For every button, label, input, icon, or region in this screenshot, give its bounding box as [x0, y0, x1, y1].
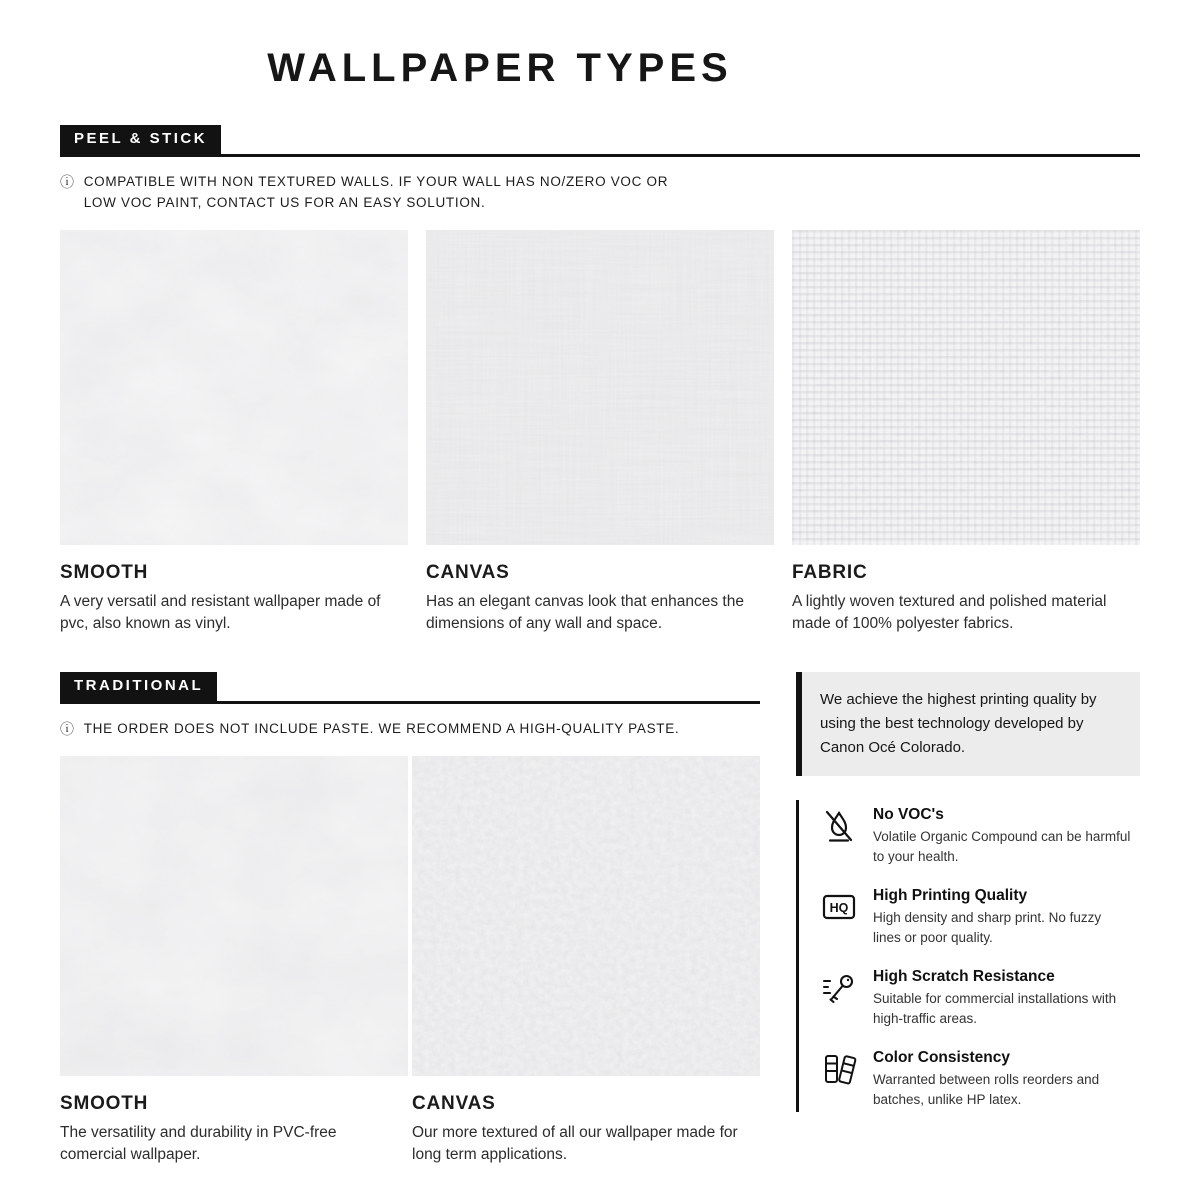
- feature-high-scratch-resistance: [819, 968, 1140, 1029]
- swatch-description: A very versatil and resistant wallpaper made of pvc, also known as vinyl.: [60, 592, 381, 632]
- feature-description: Suitable for commercial installations with high-traffic areas.: [873, 991, 1117, 1027]
- swatch-traditional-canvas: [412, 756, 760, 1165]
- feature-title: High Scratch Resistance: [873, 968, 1055, 986]
- section-label: PEEL & STICK: [60, 125, 221, 154]
- features-list: [796, 800, 1140, 1112]
- swatch-row-traditional: [60, 756, 760, 1165]
- swatch-description: Our more textured of all our wallpaper made for long term applications.: [412, 1124, 738, 1163]
- swatch-description: The versatility and durability in PVC-free comercial wallpaper.: [60, 1124, 337, 1163]
- feature-body: [873, 887, 1131, 948]
- fabric-texture-image: [792, 230, 1140, 545]
- swatch-description: A lightly woven textured and polished material made of 100% polyester fabrics.: [792, 592, 1107, 632]
- feature-body: [873, 968, 1131, 1029]
- swatch-caption: [60, 1093, 408, 1165]
- feature-body: [873, 1049, 1131, 1110]
- feature-description: Warranted between rolls reorders and batches, unlike HP latex.: [873, 1072, 1100, 1107]
- feature-no-voc: [819, 806, 1140, 867]
- hq-badge-label: HQ: [829, 901, 849, 916]
- swatch-caption: [412, 1093, 760, 1165]
- swatch-row-peel-and-stick: [60, 230, 1140, 634]
- section-note: [60, 172, 1140, 214]
- note-text: THE ORDER DOES NOT INCLUDE PASTE. WE RECOMMEND A HIGH-QUALITY PASTE.: [83, 721, 680, 737]
- quality-note: [796, 672, 1140, 776]
- feature-title: High Printing Quality: [873, 887, 1028, 905]
- section-note: [60, 719, 760, 740]
- swatch-peel-smooth: [60, 230, 408, 634]
- swatch-caption: [426, 562, 774, 634]
- no-voc-icon: [819, 806, 859, 867]
- page-title: WALLPAPER TYPES: [267, 46, 733, 90]
- quality-note-text: We achieve the highest printing quality by using the best technology developed by Canon Océ Colorado.: [820, 691, 1097, 757]
- swatch-name: FABRIC: [792, 561, 868, 583]
- feature-description: Volatile Organic Compound can be harmful to your health.: [873, 829, 1131, 865]
- swatch-name: CANVAS: [426, 561, 510, 583]
- note-text: COMPATIBLE WITH NON TEXTURED WALLS. IF YOUR WALL HAS NO/ZERO VOC OR LOW VOC PAINT, CONTACT US FOR AN EASY SOLUTION.: [83, 174, 669, 210]
- hq-badge-icon: [819, 887, 859, 948]
- feature-high-printing-quality: [819, 887, 1140, 948]
- swatch-name: SMOOTH: [60, 561, 149, 583]
- swatch-caption: [60, 562, 408, 634]
- section-header-traditional: [60, 672, 760, 704]
- swatch-traditional-smooth: [60, 756, 408, 1165]
- color-swatches-icon: [819, 1049, 859, 1110]
- feature-title: No VOC's: [873, 806, 944, 824]
- info-icon: ⓘ: [60, 174, 75, 190]
- swatch-name: CANVAS: [412, 1093, 496, 1115]
- scratch-resistance-icon: [819, 968, 859, 1029]
- feature-color-consistency: [819, 1049, 1140, 1110]
- feature-body: [873, 806, 1131, 867]
- smooth-texture-image: [60, 756, 408, 1076]
- swatch-description: Has an elegant canvas look that enhances the dimensions of any wall and space.: [426, 592, 744, 632]
- bottom-area: [60, 672, 1140, 1165]
- right-column: [796, 672, 1140, 1165]
- swatch-peel-fabric: [792, 230, 1140, 634]
- section-peel-and-stick: [60, 125, 1140, 634]
- section-header-peel-and-stick: [60, 125, 1140, 157]
- section-traditional: [60, 672, 760, 1165]
- swatch-caption: [792, 562, 1140, 634]
- canvas-texture-image: [426, 230, 774, 545]
- smooth-texture-image: [60, 230, 408, 545]
- feature-description: High density and sharp print. No fuzzy lines or poor quality.: [873, 910, 1102, 946]
- swatch-name: SMOOTH: [60, 1093, 149, 1115]
- feature-title: Color Consistency: [873, 1049, 1010, 1067]
- rough-canvas-texture-image: [412, 756, 760, 1076]
- swatch-peel-canvas: [426, 230, 774, 634]
- section-label: TRADITIONAL: [60, 672, 217, 701]
- info-icon: ⓘ: [60, 721, 75, 738]
